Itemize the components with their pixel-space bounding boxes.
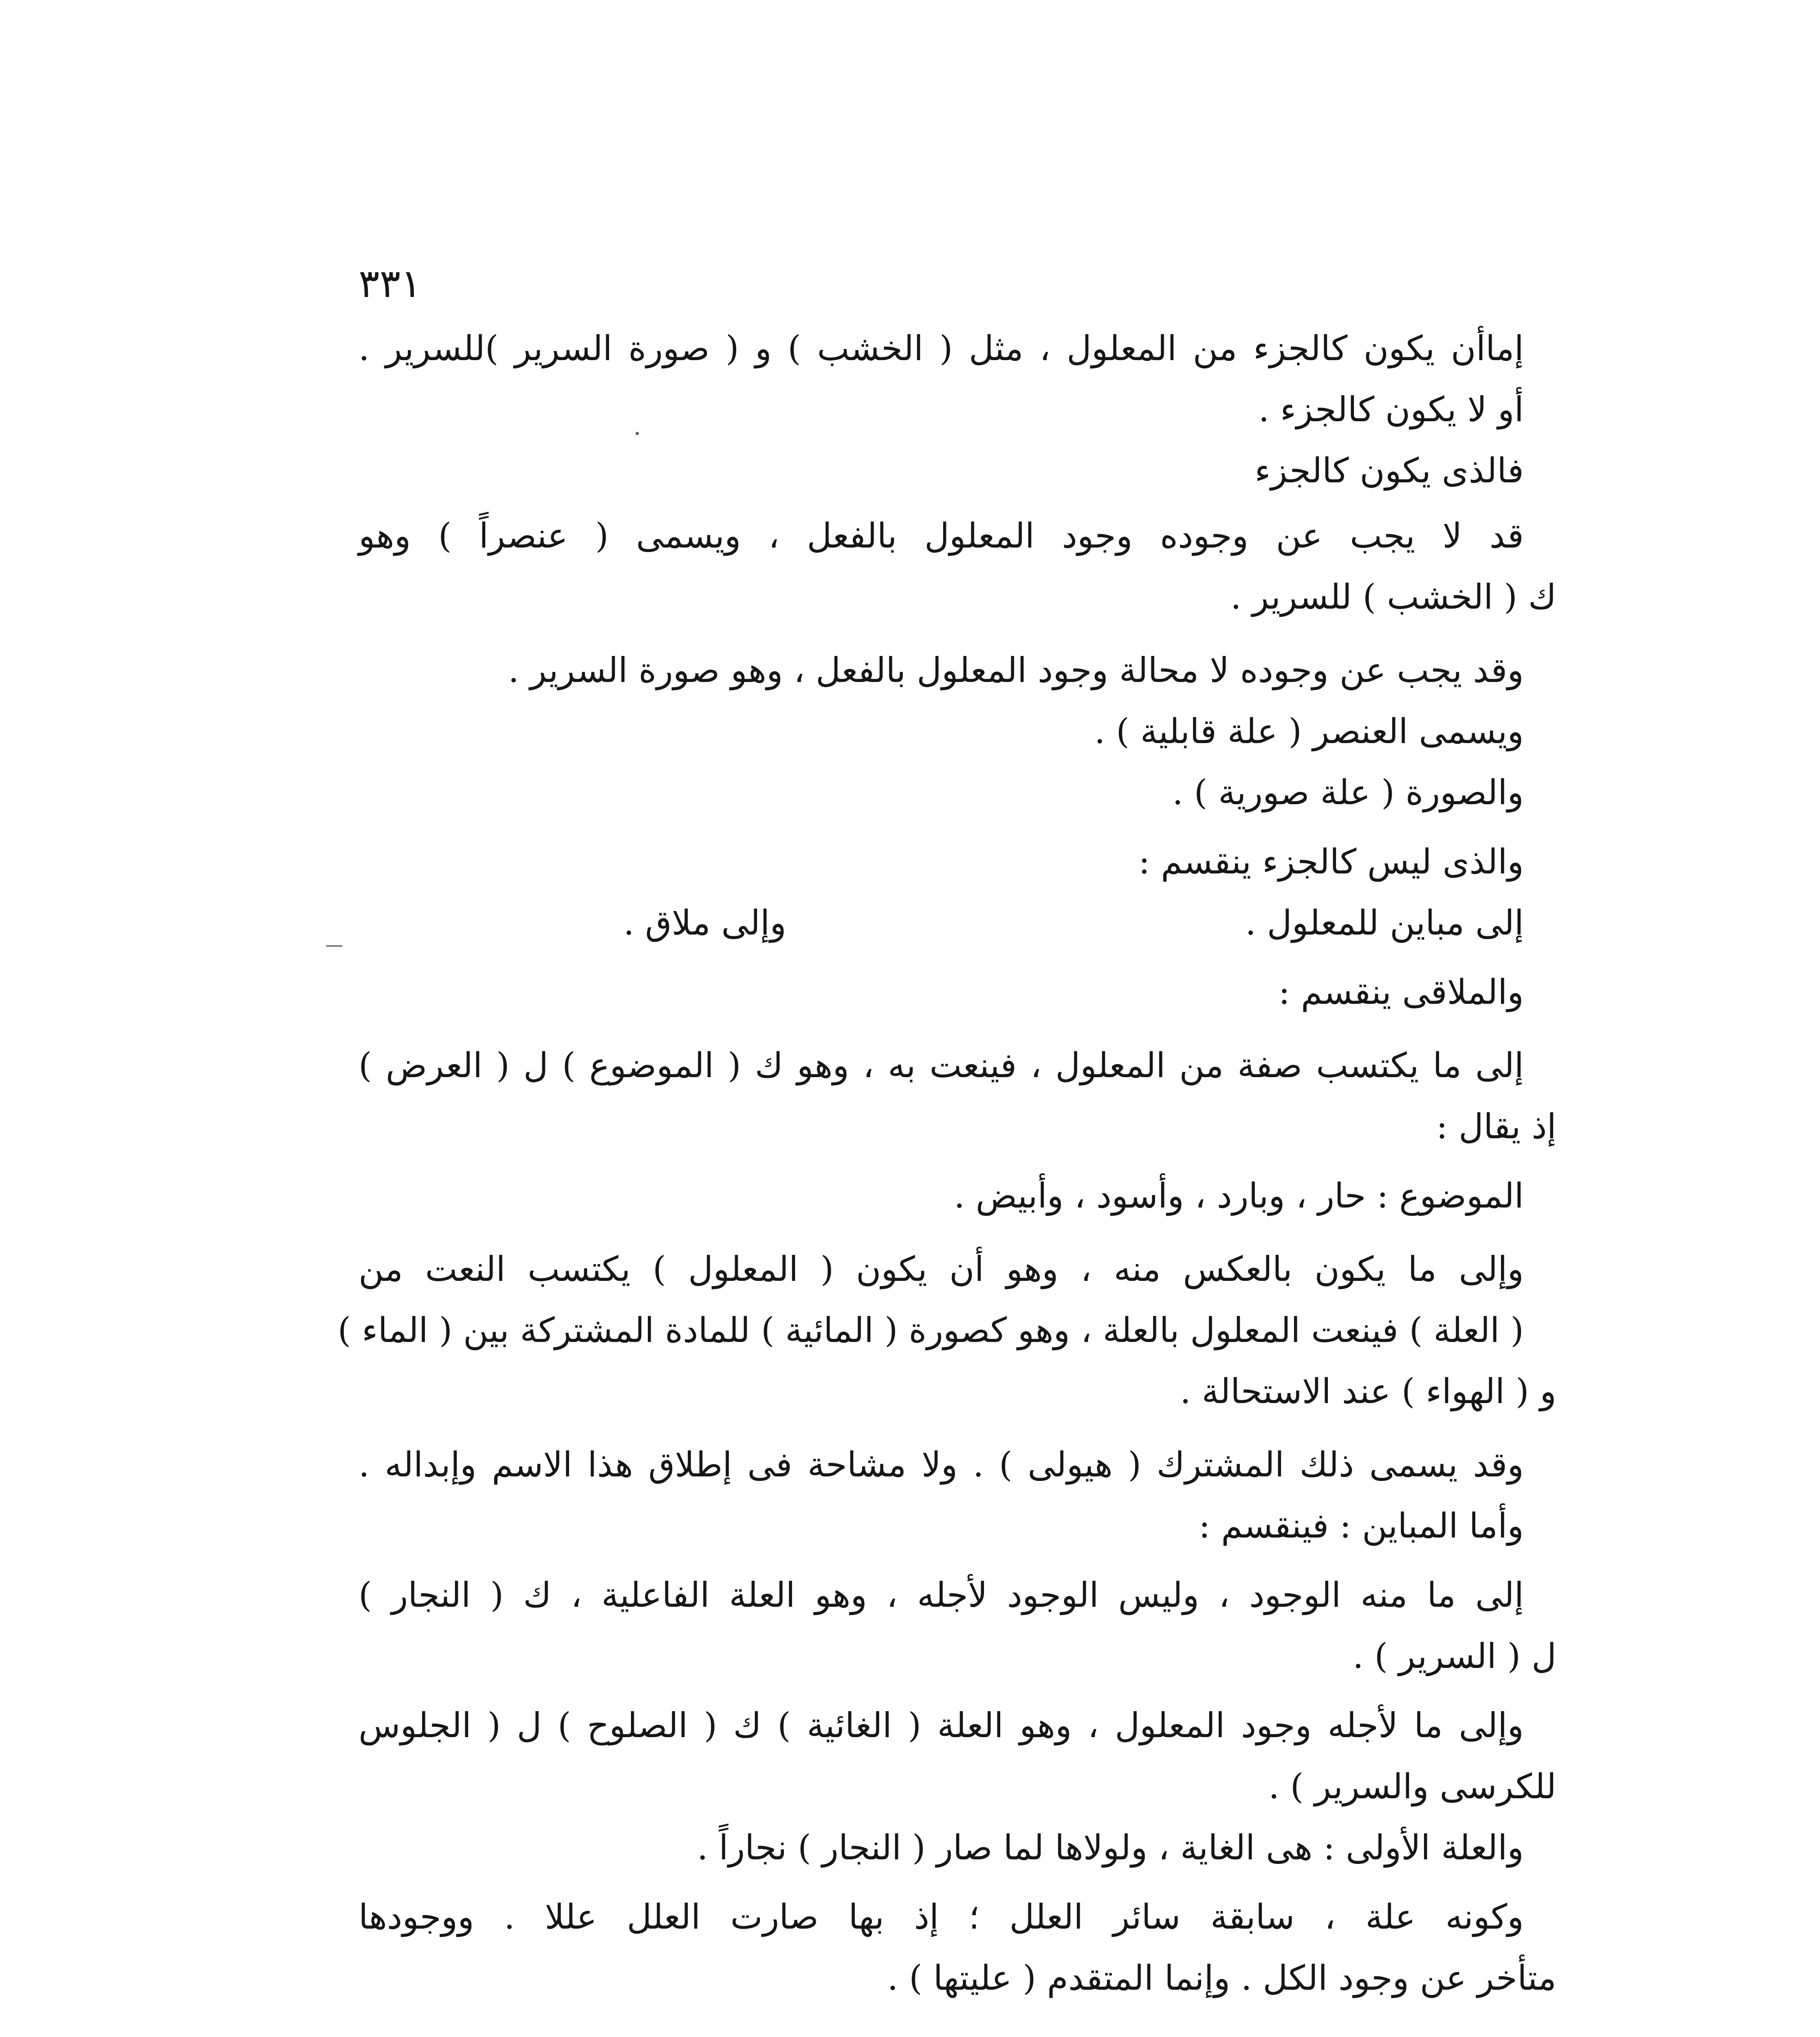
text-line: إذ يقال : xyxy=(1436,1106,1556,1146)
text-line: ويسمى العنصر ( علة قابلية ) . xyxy=(1094,711,1524,751)
text-line: للكرسى والسرير ) . xyxy=(1268,1766,1556,1806)
text-line: إلى ما يكتسب صفة من المعلول ، فينعت به ، وهو ك ( الموضوع ) ل ( العرض ) xyxy=(359,1045,1524,1085)
text-line: وقد يجب عن وجوده لا محالة وجود المعلول بالفعل ، وهو صورة السرير . xyxy=(508,650,1524,690)
text-line: متأخر عن وجود الكل . وإنما المتقدم ( عليتها ) . xyxy=(887,1958,1556,1998)
text-line: ل ( السرير ) . xyxy=(1352,1636,1556,1676)
text-line: أو لا يكون كالجزء . xyxy=(1258,389,1524,429)
text-line: فالذى يكون كالجزء xyxy=(1254,451,1524,491)
text-line-second-column: وإلى ملاق . xyxy=(623,903,786,943)
text-line: الموضوع : حار ، وبارد ، وأسود ، وأبيض . xyxy=(954,1176,1524,1216)
text-line: والذى ليس كالجزء ينقسم : xyxy=(1138,842,1524,882)
text-line: إلى ما منه الوجود ، وليس الوجود لأجله ، وهو العلة الفاعلية ، ك ( النجار ) xyxy=(359,1575,1524,1615)
text-line: ك ( الخشب ) للسرير . xyxy=(1230,577,1556,617)
text-line: والملاقى ينقسم : xyxy=(1278,972,1524,1012)
page-number: ٣٣١ xyxy=(359,261,422,306)
scan-artifact-dot xyxy=(636,432,639,435)
text-line: ( العلة ) فينعت المعلول بالعلة ، وهو كصورة ( المائية ) للمادة المشتركة بين ( الماء ) xyxy=(337,1310,1524,1350)
text-line: وأما المباين : فينقسم : xyxy=(1199,1506,1524,1546)
scan-artifact-mark xyxy=(326,945,342,947)
text-line: و ( الهواء ) عند الاستحالة . xyxy=(1180,1371,1556,1411)
text-line: والصورة ( علة صورية ) . xyxy=(1172,772,1524,812)
text-line: وكونه علة ، سابقة سائر العلل ؛ إذ بها صارت العلل عللا . ووجودها xyxy=(359,1897,1524,1937)
text-line: وإلى ما لأجله وجود المعلول ، وهو العلة ( الغائية ) ك ( الصلوح ) ل ( الجلوس xyxy=(359,1705,1524,1745)
text-line: وقد يسمى ذلك المشترك ( هيولى ) . ولا مشاحة فى إطلاق هذا الاسم وإبداله . xyxy=(359,1445,1524,1485)
text-line: إماأن يكون كالجزء من المعلول ، مثل ( الخشب ) و ( صورة السرير )للسرير . xyxy=(359,328,1524,368)
text-line: وإلى ما يكون بالعكس منه ، وهو أن يكون ( المعلول ) يكتسب النعت من xyxy=(359,1249,1524,1289)
text-line: إلى مباين للمعلول . xyxy=(1245,903,1524,943)
text-line: والعلة الأولى : هى الغاية ، ولولاها لما صار ( النجار ) نجاراً . xyxy=(697,1828,1524,1868)
text-line: قد لا يجب عن وجوده وجود المعلول بالفعل ، ويسمى ( عنصراً ) وهو xyxy=(359,516,1524,556)
